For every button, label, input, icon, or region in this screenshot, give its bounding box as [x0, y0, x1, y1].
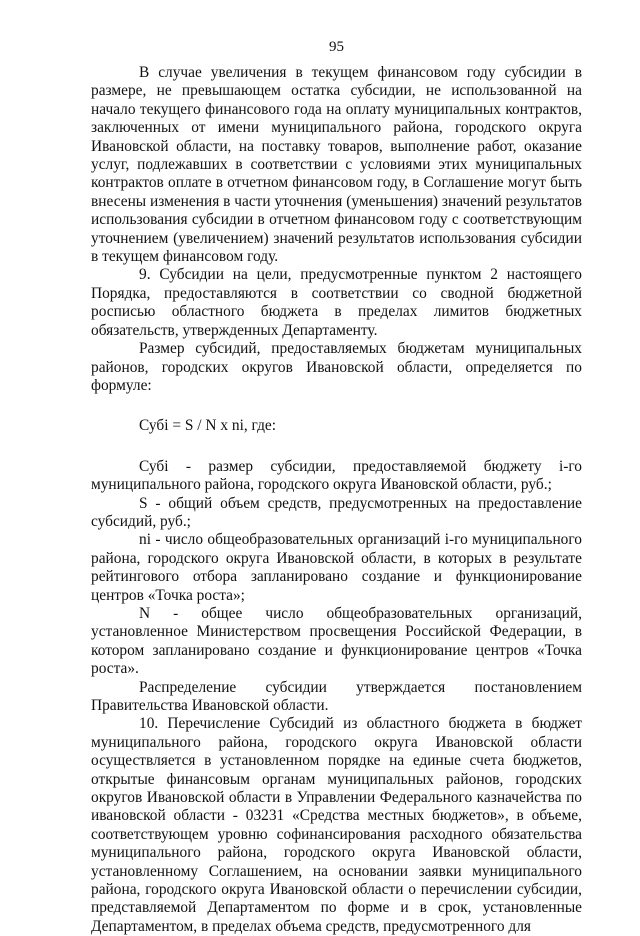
- paragraph-9: 9. Субсидии на цели, предусмотренные пунктом 2 настоящего Порядка, предоставляются в соответствии со сводной бюджетной росписью областного бюджета в пределах лимитов бюджетных обязательств, утвержденных Департаменту.: [91, 266, 582, 339]
- document-page: [91, 38, 582, 936]
- definition-s: S - общий объем средств, предусмотренных на предоставление субсидий, руб.;: [91, 494, 582, 530]
- distribution-note: Распределение субсидии утверждается постановлением Правительства Ивановской области.: [91, 678, 582, 714]
- definition-n: N - общее число общеобразовательных организаций, установленное Министерством просвещения Российской Федерации, в котором запланировано создание и функционирование центров «Точка роста».: [91, 604, 582, 678]
- paragraph-subsidy-size: Размер субсидий, предоставляемых бюджетам муниципальных районов, городских округов Ивановской области, определяется по формуле:: [91, 340, 582, 394]
- definition-sub-i: Субі - размер субсидии, предоставляемой бюджету i-го муниципального района, городского округа Ивановской области, руб.;: [91, 457, 582, 494]
- subsidy-formula: Субі = S / N x ni, где:: [139, 417, 277, 435]
- page-number: 95: [329, 39, 344, 55]
- definition-ni: ni - число общеобразовательных организаций i-го муниципального района, городского округа Ивановской области, в которых в результате рейтингового отбора запланировано создание и функционирование центров «Точка роста»;: [91, 531, 582, 604]
- paragraph-subsidy-increase: В случае увеличения в текущем финансовом году субсидии в размере, не превышающем остатка субсидии, не использованной на начало текущего финансового года на оплату муниципальных контрактов, заключенных от имени муниципального района, городского округа Ивановской области, на поставку товаров, выполнение работ, оказание услуг, подлежавших в соответствии с условиями этих муниципальных контрактов оплате в отчетном финансовом году, в Соглашение могут быть внесены изменения в части уточнения (уменьшения) значений результатов использования субсидии в отчетном финансовом году с соответствующим уточнением (увеличением) значений результатов использования субсидии в текущем финансовом году.: [91, 64, 582, 266]
- paragraph-10: 10. Перечисление Субсидий из областного бюджета в бюджет муниципального района, городского округа Ивановской области осуществляется в установленном порядке на единые счета бюджетов, открытые финансовым органам муниципальных районов, городских округов Ивановской области в Управлении Федерального казначейства по ивановской области - 03231 «Средства местных бюджетов», в объеме, соответствующем уровню софинансирования расходного обязательства муниципального района, городского округа Ивановской области, установленному Соглашением, на основании заявки муниципального района, городского округа Ивановской области о перечислении субсидии, представляемой Департаментом по форме и в срок, установленные Департаментом, в пределах объема средств, предусмотренного для: [91, 715, 582, 935]
